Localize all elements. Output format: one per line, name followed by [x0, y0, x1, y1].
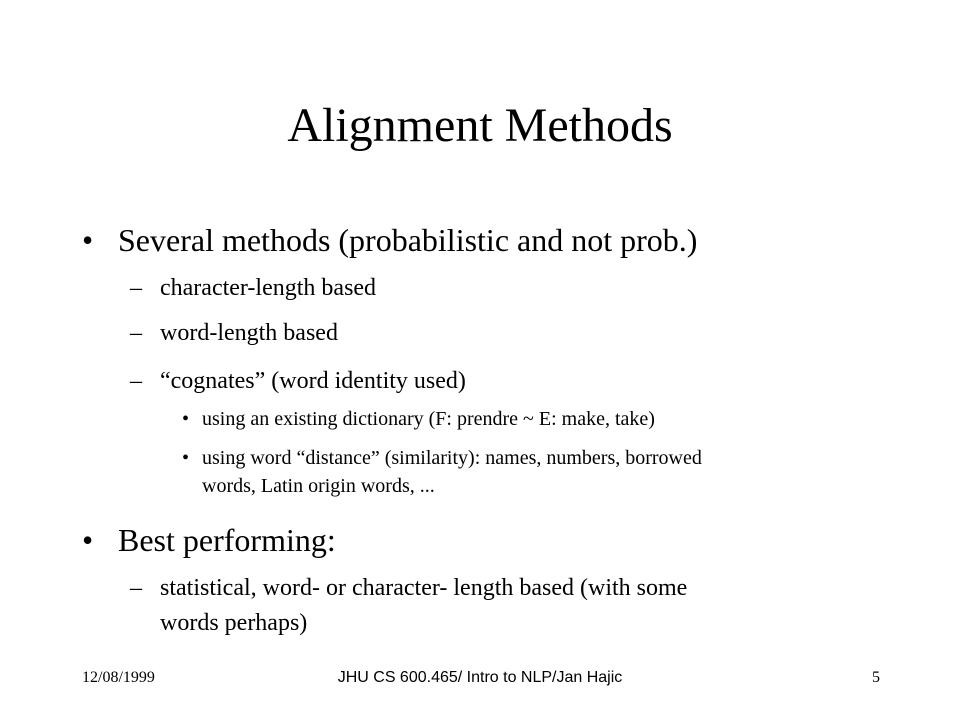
subsubitem-distance-continued: words, Latin origin words, ... — [202, 475, 435, 497]
subitem-character-length: character-length based — [160, 275, 377, 301]
bullet-marker: • — [82, 522, 94, 558]
subsubitem-distance: using word “distance” (similarity): names, numbers, borrowed — [202, 447, 702, 469]
bullet-marker: • — [182, 447, 190, 469]
subitem-word-length: word-length based — [160, 320, 338, 346]
footer-course: JHU CS 600.465/ Intro to NLP/Jan Hajic — [337, 669, 623, 686]
dash-marker: – — [130, 368, 142, 394]
dash-marker: – — [130, 320, 142, 346]
dash-marker: – — [130, 275, 142, 301]
footer-page-number: 5 — [872, 669, 880, 686]
bullet-text-several-methods: Several methods (probabilistic and not prob.) — [118, 222, 698, 258]
dash-marker: – — [130, 575, 142, 601]
bullet-text-best-performing: Best performing: — [118, 522, 336, 558]
bullet-marker: • — [182, 408, 190, 430]
slide-title: Alignment Methods — [287, 99, 673, 152]
subsubitem-dictionary: using an existing dictionary (F: prendre ~ E: make, take) — [202, 408, 655, 430]
subitem-statistical-continued: words perhaps) — [160, 610, 308, 636]
subitem-cognates: “cognates” (word identity used) — [160, 368, 466, 394]
subitem-statistical: statistical, word- or character- length based (with some — [160, 575, 688, 601]
footer-date: 12/08/1999 — [82, 669, 155, 686]
bullet-marker: • — [82, 222, 94, 258]
